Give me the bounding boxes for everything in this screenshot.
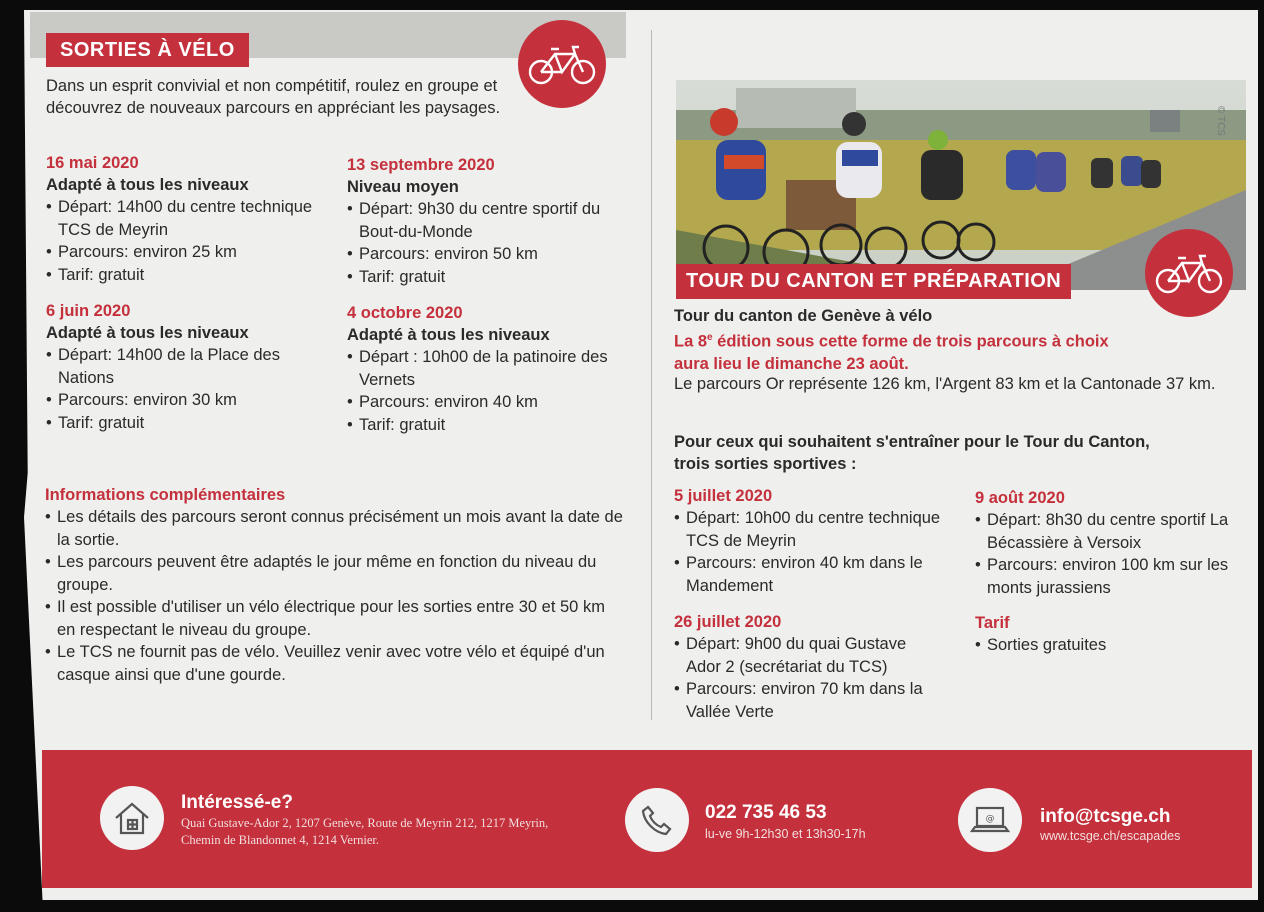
- info-item: • Il est possible d'utiliser un vélo électrique pour les sorties entre 30 et 50 km en respectant le niveau du groupe.: [45, 596, 625, 641]
- outing-date: 4 octobre 2020: [347, 304, 463, 322]
- list-item: • Sorties gratuites: [975, 634, 1225, 657]
- list-item: • Parcours: environ 40 km dans le Mandement: [674, 552, 944, 597]
- photo-credit: © TCS: [1215, 106, 1226, 136]
- contact-title: Intéressé-e?: [181, 792, 293, 813]
- outing-block: [46, 301, 336, 434]
- office-hours: lu-ve 9h-12h30 et 13h30-17h: [705, 827, 866, 841]
- list-item: • Parcours: environ 50 km: [347, 243, 617, 266]
- list-item: • Départ: 9h00 du quai Gustave Ador 2 (secrétariat du TCS): [674, 633, 944, 678]
- list-item: • Tarif: gratuit: [347, 266, 617, 289]
- outing-level: Adapté à tous les niveaux: [46, 176, 249, 194]
- outing-block: [46, 153, 336, 286]
- list-item: • Parcours: environ 40 km: [347, 391, 617, 414]
- session-date: 9 août 2020: [975, 489, 1065, 507]
- parcours-text: Le parcours Or représente 126 km, l'Argent 83 km et la Cantonade 37 km.: [674, 375, 1216, 393]
- edition-text: La 8e édition sous cette forme de trois parcours à choix aura lieu le dimanche 23 août.: [674, 332, 1109, 373]
- bicycle-icon: [1145, 229, 1233, 317]
- list-item: • Parcours: environ 25 km: [46, 241, 336, 264]
- outing-level: Adapté à tous les niveaux: [46, 324, 249, 342]
- list-item: • Départ: 14h00 du centre technique TCS de Meyrin: [46, 196, 336, 241]
- section-header-tour: TOUR DU CANTON ET PRÉPARATION: [676, 264, 1071, 299]
- phone-icon: [625, 788, 689, 852]
- info-section: [45, 484, 625, 686]
- list-item: • Départ: 14h00 de la Place des Nations: [46, 344, 336, 389]
- session-date: 26 juillet 2020: [674, 613, 782, 631]
- tarif-block: [975, 613, 1225, 657]
- info-item: • Le TCS ne fournit pas de vélo. Veuillez venir avec votre vélo et équipé d'un casque ainsi que d'une gourde.: [45, 641, 625, 686]
- list-item: • Parcours: environ 70 km dans la Vallée Verte: [674, 678, 944, 723]
- list-item: • Parcours: environ 100 km sur les monts jurassiens: [975, 554, 1240, 599]
- outing-block: [347, 155, 617, 288]
- outing-date: 13 septembre 2020: [347, 156, 495, 174]
- tour-intro: [674, 305, 1129, 375]
- list-item: • Parcours: environ 30 km: [46, 389, 336, 412]
- outing-level: Adapté à tous les niveaux: [347, 326, 550, 344]
- intro-text: Dans un esprit convivial et non compétitif, roulez en groupe et découvrez de nouveaux parcours en appréciant les paysages.: [46, 77, 501, 117]
- outing-block: [347, 303, 617, 436]
- info-item: • Les parcours peuvent être adaptés le jour même en fonction du niveau du groupe.: [45, 551, 625, 596]
- list-item: • Départ : 10h00 de la patinoire des Vernets: [347, 346, 617, 391]
- tour-title: Tour du canton de Genève à vélo: [674, 307, 933, 325]
- session-date: 5 juillet 2020: [674, 487, 773, 505]
- list-item: • Départ: 9h30 du centre sportif du Bout-du-Monde: [347, 198, 617, 243]
- outing-date: 16 mai 2020: [46, 154, 139, 172]
- info-item: • Les détails des parcours seront connus précisément un mois avant la date de la sortie.: [45, 506, 625, 551]
- info-title: Informations complémentaires: [45, 486, 286, 504]
- email-link[interactable]: info@tcsge.ch: [1040, 806, 1171, 827]
- svg-text:@: @: [985, 814, 995, 824]
- session-block: [674, 486, 944, 597]
- list-item: • Départ: 10h00 du centre technique TCS de Meyrin: [674, 507, 944, 552]
- website-link[interactable]: www.tcsge.ch/escapades: [1040, 829, 1181, 843]
- column-divider: [651, 30, 652, 720]
- contact-address: Quai Gustave-Ador 2, 1207 Genève, Route de Meyrin 212, 1217 Meyrin, Chemin de Blandonnet 4, 1214 Vernier.: [181, 816, 549, 847]
- list-item: • Tarif: gratuit: [347, 414, 617, 437]
- house-icon: [100, 786, 164, 850]
- list-item: • Départ: 8h30 du centre sportif La Bécassière à Versoix: [975, 509, 1240, 554]
- section-header-sorties: SORTIES À VÉLO: [46, 33, 249, 67]
- session-block: [674, 612, 944, 723]
- list-item: • Tarif: gratuit: [46, 412, 336, 435]
- phone-number[interactable]: 022 735 46 53: [705, 802, 827, 823]
- tarif-title: Tarif: [975, 614, 1010, 632]
- list-item: • Tarif: gratuit: [46, 264, 336, 287]
- outing-level: Niveau moyen: [347, 178, 459, 196]
- outing-date: 6 juin 2020: [46, 302, 131, 320]
- session-block: [975, 488, 1240, 599]
- laptop-icon: [958, 788, 1022, 852]
- training-intro: Pour ceux qui souhaitent s'entraîner pour le Tour du Canton, trois sorties sportives :: [674, 433, 1150, 473]
